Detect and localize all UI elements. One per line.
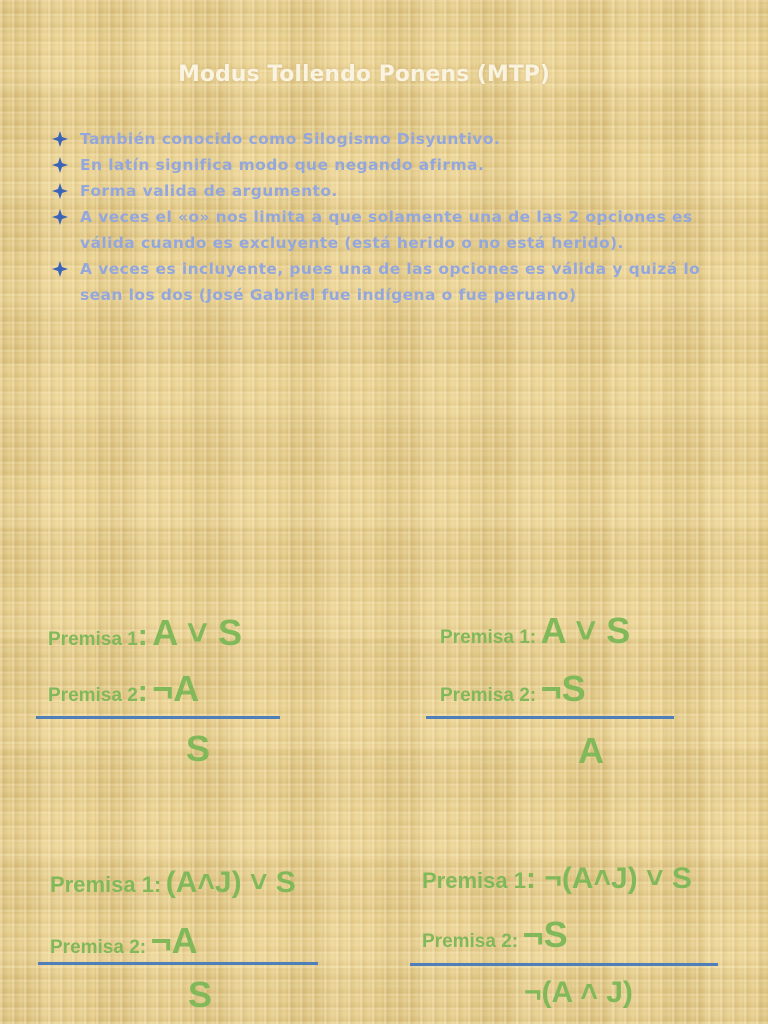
example-top-left-conclusion: S	[186, 728, 211, 769]
bullet-item	[52, 204, 732, 256]
bullet-list	[52, 126, 732, 308]
bullet-text: A veces es incluyente, pues una de las opciones es válida y quizá lo sean los dos (José Gabriel fue indígena o fue peruano)	[80, 260, 701, 304]
example-bottom-left-premise-2	[50, 920, 198, 962]
premise-expression: ¬S	[522, 914, 568, 955]
example-top-left-premise-2	[48, 668, 199, 710]
premise-expression: A ˅ S	[540, 610, 631, 651]
example-bottom-right-conclusion: ¬(A ˄ J)	[524, 976, 633, 1009]
premise-expression: ¬A	[152, 668, 200, 709]
example-top-right-conclusion: A	[578, 730, 604, 771]
bullet-item	[52, 178, 732, 204]
bullet-item	[52, 152, 732, 178]
slide-title: Modus Tollendo Ponens (MTP)	[178, 62, 550, 87]
example-top-right-premise-1	[440, 610, 630, 652]
diamond-bullet-icon	[52, 183, 68, 199]
premise-label: Premisa 2	[48, 685, 138, 706]
diamond-bullet-icon	[52, 209, 68, 225]
premise-label: Premisa 2:	[422, 931, 519, 952]
premise-label: Premisa 1:	[440, 627, 537, 648]
bullet-item	[52, 126, 732, 152]
premise-label: Premisa 1	[48, 629, 138, 650]
premise-expression: (A˄J) ˅ S	[165, 866, 296, 899]
rule-line	[410, 963, 718, 966]
diamond-bullet-icon	[52, 157, 68, 173]
bullet-text: A veces el «o» nos limita a que solamente una de las 2 opciones es válida cuando es excluyente (está herido o no está herido).	[80, 208, 693, 252]
example-bottom-left-conclusion: S	[188, 974, 213, 1015]
premise-label: Premisa 2:	[50, 937, 147, 958]
bullet-text: Forma valida de argumento.	[80, 182, 338, 200]
example-bottom-right-premise-1	[422, 862, 692, 896]
rule-line	[426, 716, 674, 719]
diamond-bullet-icon	[52, 261, 68, 277]
diamond-bullet-icon	[52, 131, 68, 147]
premise-label: Premisa 1:	[50, 872, 162, 897]
premise-colon: :	[137, 619, 148, 652]
bullet-text: En latín significa modo que negando afirma.	[80, 156, 485, 174]
premise-label: Premisa 2:	[440, 685, 537, 706]
example-bottom-left-premise-1	[50, 866, 296, 900]
premise-expression: ¬S	[540, 668, 586, 709]
example-bottom-right-premise-2	[422, 914, 568, 956]
rule-line	[38, 962, 318, 965]
bullet-text: También conocido como Silogismo Disyuntivo.	[80, 130, 501, 148]
premise-colon: :	[137, 675, 148, 708]
premise-expression: A ˅ S	[152, 612, 242, 653]
premise-expression: ¬A	[150, 920, 198, 961]
premise-expression: : ¬(A˄J) ˅ S	[525, 862, 692, 895]
example-top-right-premise-2	[440, 668, 586, 710]
bullet-item	[52, 256, 732, 308]
premise-label: Premisa 1	[422, 868, 526, 893]
rule-line	[36, 716, 280, 719]
example-top-left-premise-1	[48, 612, 242, 654]
